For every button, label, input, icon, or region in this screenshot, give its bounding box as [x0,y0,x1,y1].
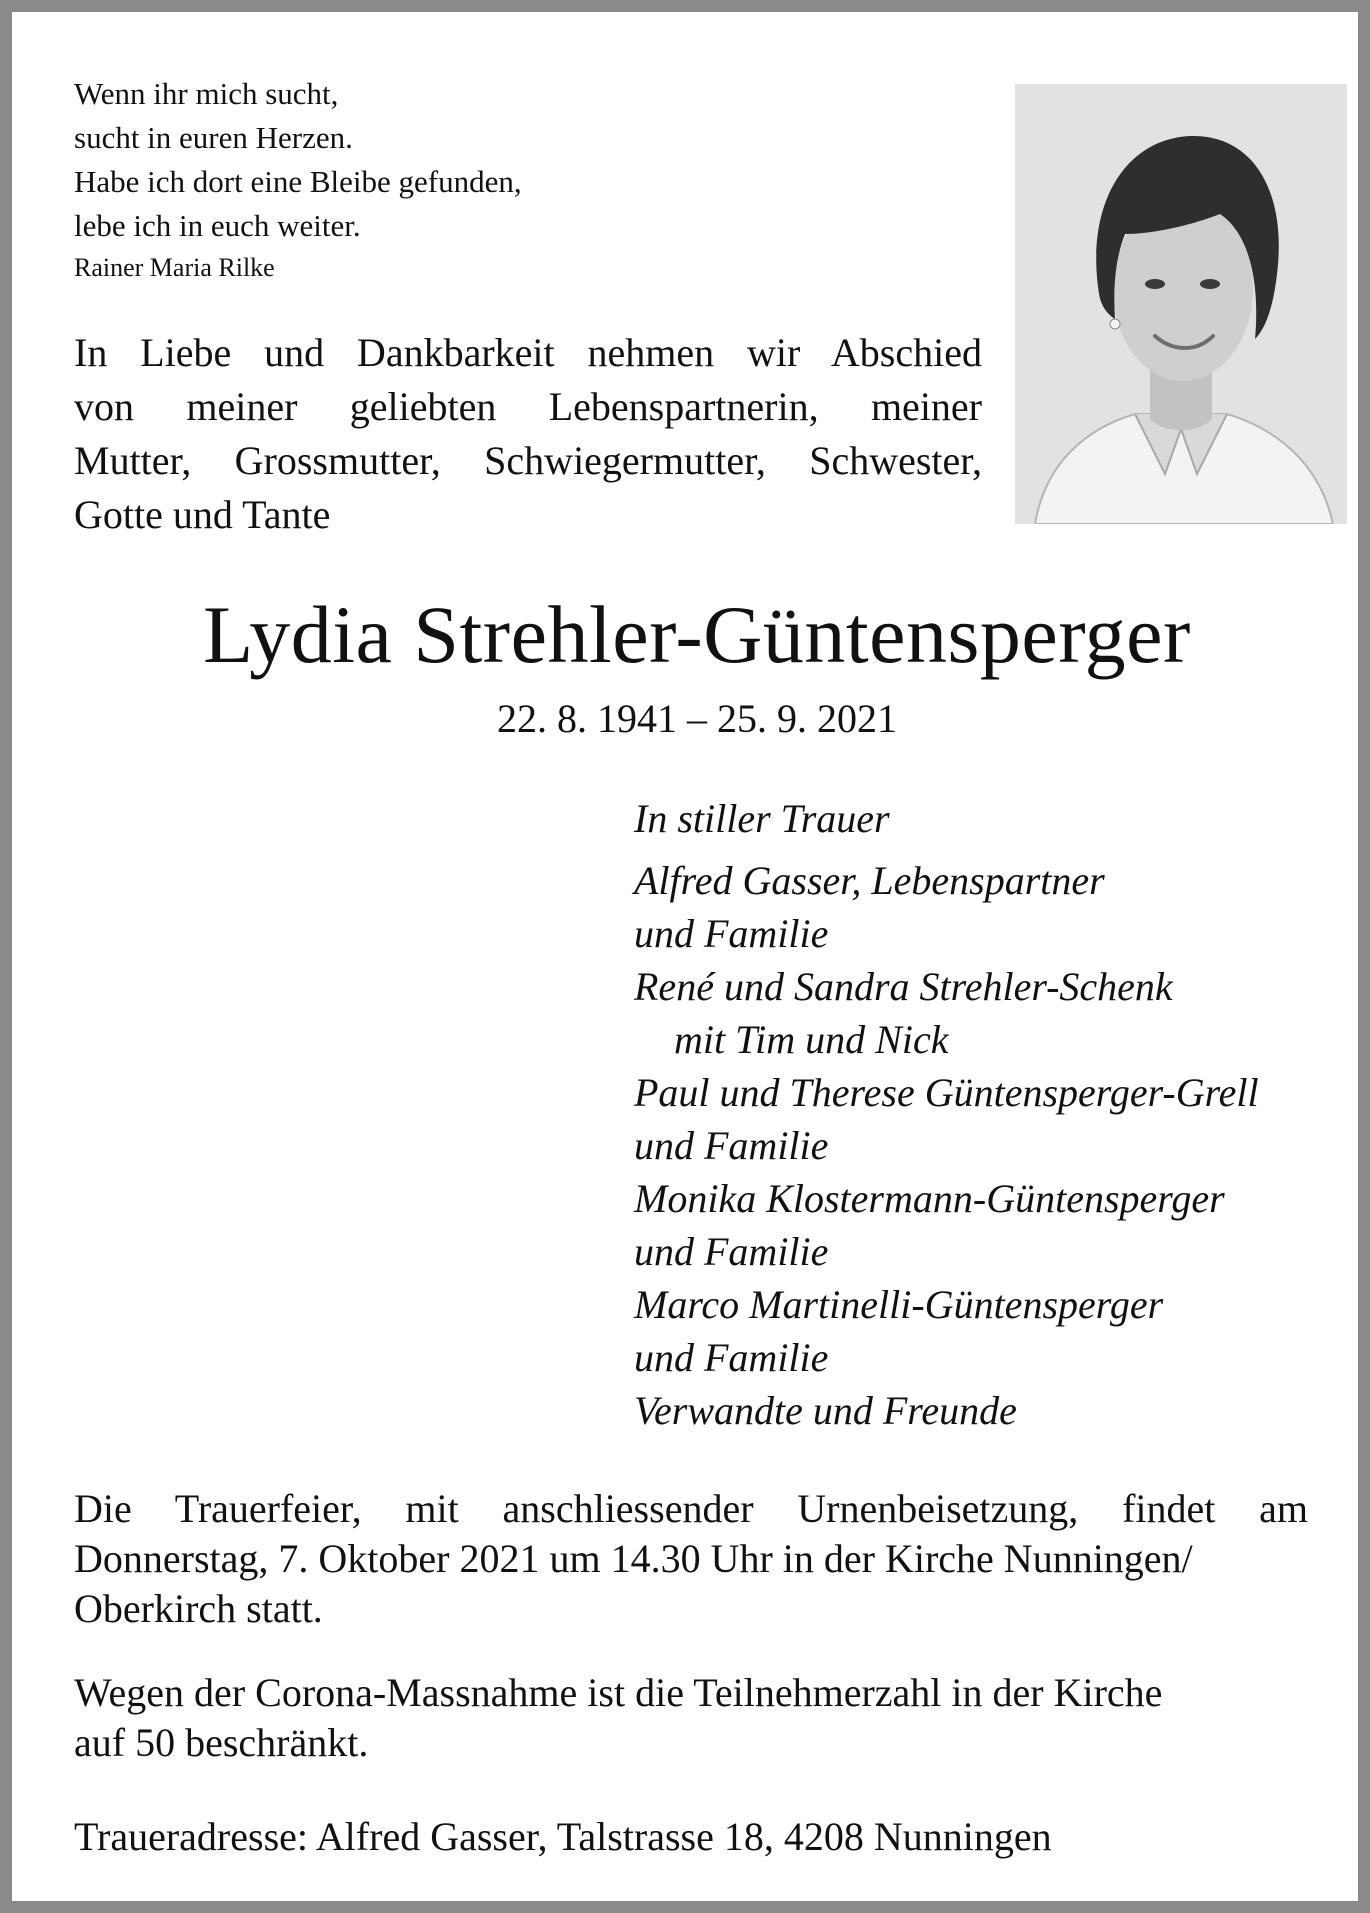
farewell-text [74,326,982,542]
deceased-name: Lydia Strehler-Güntensperger [203,589,1191,680]
funeral-line: Oberkirch statt. [74,1586,323,1631]
poem [74,72,874,288]
corona-line: Wegen der Corona-Massnahme ist die Teilnehmerzahl in der Kirche [74,1670,1163,1715]
mourner-line: Paul und Therese Güntensperger-Grell [634,1070,1259,1115]
funeral-line: Donnerstag, 7. Oktober 2021 um 14.30 Uhr in der Kirche Nunningen/ [74,1536,1193,1581]
mourning-address: Traueradresse: Alfred Gasser, Talstrasse 18, 4208 Nunningen [74,1814,1052,1859]
poem-line: lebe ich in euch weiter. [74,208,361,243]
mourner-line: Marco Martinelli-Güntensperger [634,1282,1164,1327]
farewell-line: Mutter, Grossmutter, Schwiegermutter, Schwester, [74,438,982,483]
mourners-intro: In stiller Trauer [634,796,890,841]
poem-line: Habe ich dort eine Bleibe gefunden, [74,164,522,199]
corona-notice [74,1668,1308,1768]
mourner-line: René und Sandra Strehler-Schenk [634,964,1173,1009]
poem-author: Rainer Maria Rilke [74,253,275,282]
poem-line: Wenn ihr mich sucht, [74,76,339,111]
mourner-line: und Familie [634,1335,829,1380]
portrait-photo [1015,84,1347,524]
mourner-line: Monika Klostermann-Güntensperger [634,1176,1225,1221]
poem-line: sucht in euren Herzen. [74,120,353,155]
mourner-line: mit Tim und Nick [674,1017,949,1062]
corona-line: auf 50 beschränkt. [74,1720,369,1765]
mourner-line: Alfred Gasser, Lebenspartner [634,858,1105,903]
mourners-list [634,792,1354,1437]
life-dates: 22. 8. 1941 – 25. 9. 2021 [497,696,897,741]
funeral-notice [74,1484,1308,1634]
portrait-illustration [1015,84,1347,524]
mourner-line: Verwandte und Freunde [634,1388,1017,1433]
farewell-line: von meiner geliebten Lebenspartnerin, meiner [74,384,982,429]
funeral-line: Die Trauerfeier, mit anschliessender Urnenbeisetzung, findet am [74,1486,1308,1531]
farewell-line: Gotte und Tante [74,492,331,537]
mourner-line: und Familie [634,1123,829,1168]
mourner-line: und Familie [634,911,829,956]
mourner-line: und Familie [634,1229,829,1274]
farewell-line: In Liebe und Dankbarkeit nehmen wir Abschied [74,330,982,375]
obituary-page [12,12,1358,1901]
